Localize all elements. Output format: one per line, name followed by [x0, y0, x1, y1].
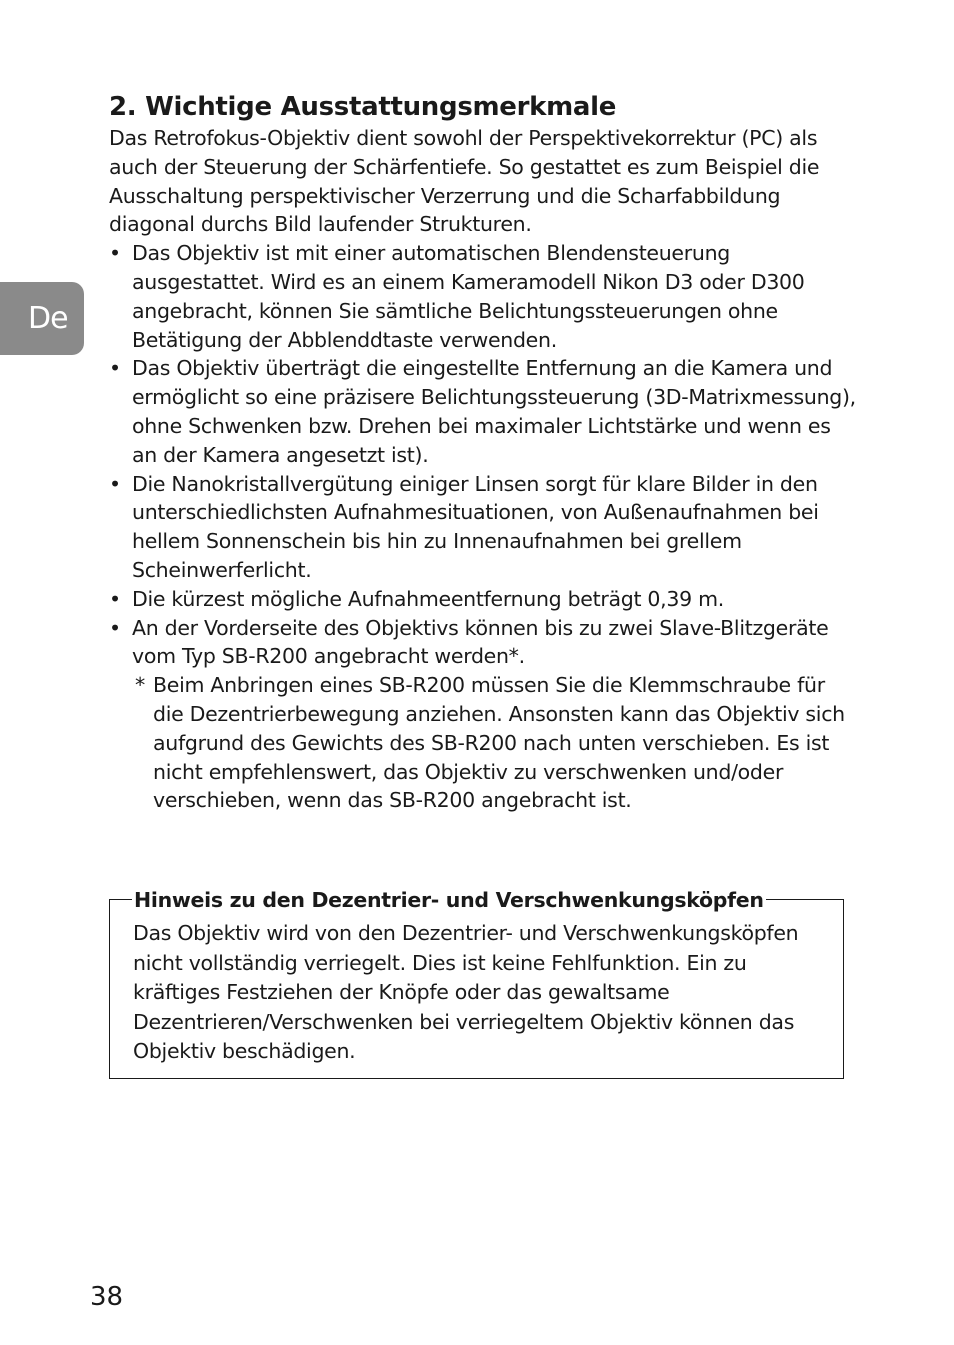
- list-item-text: Das Objektiv ist mit einer automatischen Blendensteuerung ausgestattet. Wird es an einem Kameramodell Nikon D3 oder D300 angebracht, können Sie sämtliche Belichtungssteuerungen ohne Betätigung der Abblenddtaste verwenden.: [132, 241, 805, 352]
- feature-list: [109, 239, 859, 671]
- list-item: [109, 585, 859, 614]
- list-item: [109, 614, 859, 672]
- language-tab: De: [0, 282, 84, 355]
- note-title: Hinweis zu den Dezentrier- und Verschwenkungsköpfen: [134, 888, 764, 912]
- page-number: 38: [90, 1282, 124, 1312]
- list-item-text: Das Objektiv überträgt die eingestellte Entfernung an die Kamera und ermöglicht so eine präzisere Belichtungssteuerung (3D-Matrixmessung), ohne Schwenken bzw. Drehen bei maximaler Lichtstärke und wenn es an der Kamera angesetzt ist).: [132, 356, 856, 467]
- section-title: 2. Wichtige Ausstattungsmerkmale: [109, 92, 617, 122]
- list-item: [109, 239, 859, 354]
- section-content: [109, 90, 859, 815]
- list-item-text: Die kürzest mögliche Aufnahmeentfernung beträgt 0,39 m.: [132, 586, 724, 611]
- list-item: [109, 470, 859, 585]
- list-item-text: Die Nanokristallvergütung einiger Linsen sorgt für klare Bilder in den unterschiedlichsten Aufnahmesituationen, von Außenaufnahmen bei hellem Sonnenschein bis hin zu Innenaufnahmen bei grellem Scheinwerferlicht.: [132, 471, 819, 582]
- intro-paragraph: Das Retrofokus-Objektiv dient sowohl der Perspektivekorrektur (PC) als auch der Steuerung der Schärfentiefe. So gestattet es zum Beispiel die Ausschaltung perspektivischer Verzerrung und die Scharfabbildung diagonal durchs Bild laufender Strukturen.: [109, 126, 820, 237]
- list-item: [109, 354, 859, 469]
- footnote: [132, 671, 859, 815]
- footnote-text: Beim Anbringen eines SB-R200 müssen Sie die Klemmschraube für die Dezentrierbewegung anziehen. Ansonsten kann das Objektiv sich aufgrund des Gewichts des SB-R200 nach unten verschieben. Es ist nicht empfehlenswert, das Objektiv zu verschwenken und/oder verschieben, wenn das SB-R200 angebracht ist.: [153, 673, 845, 813]
- note-box: [109, 888, 844, 1079]
- note-body: Das Objektiv wird von den Dezentrier- und Verschwenkungsköpfen nicht vollständig verriegelt. Dies ist keine Fehlfunktion. Ein zu kräftiges Festziehen der Knöpfe oder das gewaltsame Dezentrieren/Verschwenken bei verriegeltem Objektiv können das Objektiv beschädigen.: [133, 921, 799, 1064]
- footnote-mark: *: [135, 673, 146, 698]
- list-item-text: An der Vorderseite des Objektivs können bis zu zwei Slave-Blitzgeräte vom Typ SB-R200 angebracht werden*.: [132, 615, 829, 669]
